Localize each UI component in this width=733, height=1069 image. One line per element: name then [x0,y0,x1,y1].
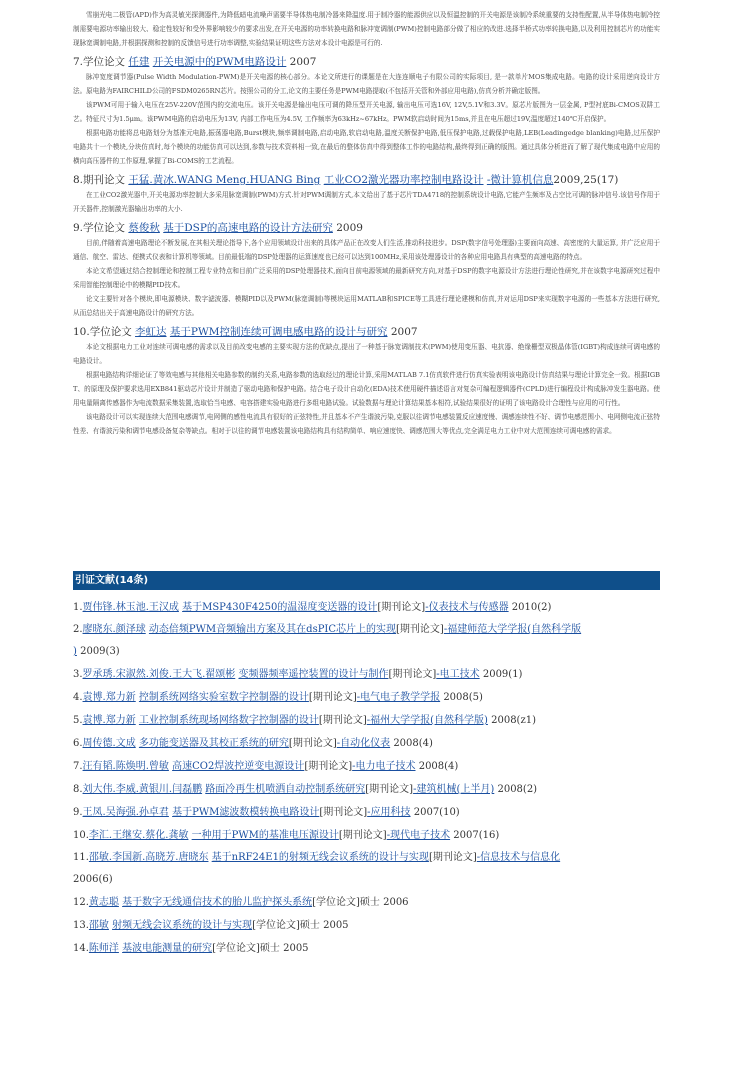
citation-journal-link[interactable]: -福建师范大学学报(自然科学版 [443,624,582,635]
citation-year: 2007(10) [413,807,460,818]
citation-item [73,596,660,619]
entry-9-title [73,221,660,235]
citation-item [73,686,660,709]
citation-authors-link[interactable]: 汪有韬.陈焕明.曾敏 [82,761,169,772]
citation-journal-link[interactable]: -信息技术与信息化 [476,852,561,863]
citation-number: 7. [73,761,83,772]
citation-number: 5. [73,715,83,726]
citation-number: 12. [73,897,89,908]
citation-authors-link[interactable]: 陈师洋 [88,943,119,954]
citation-title-link[interactable]: 基于数字无线通信技术的胎儿监护探头系统 [122,897,313,908]
entry-8-title [73,173,660,187]
citation-number: 11. [73,852,89,863]
entry-paragraph: 该电路设计可以实现连续大范围电感调节,电网侧的感性电流具有很好的正弦特性,并且基本不产生谐波污染,克服以往调节电感装置反应速度慢、调感连续性不好、调节电感范围小、电网侧电流正弦特性差、有谐波污染和调节电感设备复杂等缺点。相对于以往的调节电感装置该电路结构具有结构简单、响应速度快、调感范围大等优点,完全满足电力工业中对大范围连续可调电感的需求。 [73,413,660,435]
citation-year: 2005 [323,920,349,931]
citation-number: 14. [73,943,89,954]
citation-authors-link[interactable]: 李汇.王继安.蔡化.龚敏 [88,830,189,841]
citation-authors-link[interactable]: 罗承琇.宋淑然.刘俊.王大飞.翟颂彬 [82,669,236,680]
citation-authors-link[interactable]: 贾伟锋.林玉池.王汉成 [82,602,179,613]
citation-type: [学位论文] [212,943,260,954]
entry-number: 9. [73,222,84,234]
citation-degree: 硕士 [359,897,380,908]
citation-journal-link[interactable]: -电力电子技术 [352,761,416,772]
entry-number: 8. [73,174,84,186]
entry-title-link[interactable]: 开关电源中的PWM电路设计 [152,56,287,68]
citation-degree: 硕士 [259,943,280,954]
citation-title-link[interactable]: 多功能变送器及其校正系统的研究 [138,738,289,749]
citation-journal-link[interactable]: -仪表技术与传感器 [425,602,509,613]
citation-title-link[interactable]: 变频器频率遥控装置的设计与制作 [238,669,389,680]
citation-title-link[interactable]: 基于PWM滤波数模转换电路设计 [172,807,320,818]
citation-authors-link[interactable]: 袁博.郑力新 [82,692,136,703]
citation-number: 3. [73,669,83,680]
citation-number: 8. [73,784,83,795]
intro-paragraph: 雪崩光电二极管(APD)作为高灵敏光探测器件,为降低暗电流噪声需要半导体热电制冷器来降温度.用于制冷器的能源供应以及恒温控制的开关电源是该制冷系统重要的支持性配置,从半导体热电制冷控制需要电源功率输出较大、稳定性较好和受外界影响较少的要求出发,在开关电源的功率转换电路和脉冲宽调制(PWM)控制电路部分做了相应的改进.选择半桥式功率转换电路,以及利用控制芯片的功能实现脉宽调制电路,并根据探测和控制的反馈信号进行功率调整,实验结果证明这些方法对本设计电源是可行的. [73,11,660,47]
entry-year: 2009 [336,222,363,234]
citation-number: 2. [73,624,83,635]
citation-number: 10. [73,830,89,841]
citation-type: [期刊论文] [365,784,414,795]
entry-number: 10. [73,326,90,338]
citation-title-link[interactable]: 控制系统网络实验室数字控制器的设计 [138,692,309,703]
citation-item [73,824,660,847]
entry-paragraph: 在工业CO2激光器中,开关电源功率控制大多采用脉宽调制(PWM)方式.针对PWM调制方式,本文给出了基于芯片TDA4718的控制系统设计电路,它能产生频率及占空比可调的脉冲信号.该信号作用于开关器件,控制激光器输出功率的大小. [73,191,660,213]
citation-item [73,755,660,778]
citation-journal-link[interactable]: -福州大学学报(自然科学版) [366,715,488,726]
citation-authors-link[interactable]: 王凤.吴海强.孙卓君 [82,807,169,818]
citation-journal-link[interactable]: -建筑机械(上半月) [413,784,495,795]
entry-title-link[interactable]: 基于PWM控制连续可调电感电路的设计与研究 [169,326,388,338]
entry-author-link[interactable]: 任建 [128,56,150,68]
entry-journal-link[interactable]: -微计算机信息 [486,174,554,186]
citation-journal-link-cont[interactable]: ) [73,646,77,657]
citation-journal-link[interactable]: -现代电子技术 [386,830,451,841]
citation-item [73,847,660,891]
citation-authors-link[interactable]: 周传德.文成 [82,738,136,749]
citation-journal-link[interactable]: -电气电子教学学报 [356,692,441,703]
citation-journal-link[interactable]: -自动化仪表 [336,738,391,749]
citation-item [73,732,660,755]
entry-paragraph: 该PWM可用于输入电压在25V-220V范围内的交流电压。该开关电源是输出电压可调的降压型开关电源, 输出电压可选16V, 12V,5.1V和3.3V。原芯片版图为一层金属, P型衬底Bi-CMOS双阱工艺。特征尺寸为1.5μm。该PWM电路的启动电压为13V, 内部工作电压为4.5V, 工作频率为63kHz~67kHz。PWM软启动时间为15ms,并且在电压超过19V,温度超过140℃开启保护。 [73,101,660,123]
citation-year: 2006(6) [73,874,113,885]
citation-item [73,891,660,914]
entry-7-title [73,55,660,69]
citation-year: 2006 [383,897,409,908]
entry-number: 7. [73,56,84,68]
citation-type: [期刊论文] [304,761,353,772]
citation-type: [期刊论文] [338,830,387,841]
abstract-section [73,0,660,438]
citation-item [73,914,660,937]
citation-authors-link[interactable]: 刘大伟.李威.黄银川.闫磊鹏 [82,784,203,795]
citation-item [73,663,660,686]
entry-paragraph: 本论文根据电力工业对连续可调电感的需求以及目前改变电感的主要实现方法的优缺点,提出了一种基于脉宽调制技术(PWM)使用变压器、电抗器、绝缘栅型双极晶体管(IGBT)构成连续可调电感的电路设计。 [73,343,660,365]
citation-authors-link[interactable]: 廖晓东.颜泽球 [82,624,146,635]
citation-type: [期刊论文] [308,692,357,703]
citation-type: [期刊论文] [396,624,444,635]
entry-year: 2007 [390,326,418,338]
citation-year: 2007(16) [453,830,500,841]
entry-type: 学位论文 [83,222,126,234]
entry-paragraph: 根据电路功能将总电路划分为基准元电路,振荡器电路,Burst模块,频率调制电路,启动电路,软启动电路,温度关断保护电路,低压保护电路,过载保护电路,LEB(Leadingedge blanking)电路,过压保护电路共十一个模块,分块仿真时,每个模块的功能仿真可以达到,参数与技术资料相一致,在最后的整体仿真中得到整体工作的电路结构,最终得到正确的版图。通过具体分析进而了解了现代集成电路中应用的横向高压器件的工作原理,掌握了Bi-COMS的工艺流程。 [73,129,660,165]
entry-title-link[interactable]: 工业CO2激光器功率控制电路设计 [323,174,484,186]
entry-title-link[interactable]: 基于DSP的高速电路的设计方法研究 [163,222,333,234]
citation-item [73,619,660,663]
citation-item [73,709,660,732]
citation-year: 2008(5) [443,692,483,703]
entry-10-title [73,325,660,339]
entry-paragraph: 本论文希望通过结合控制理论和控制工程专业特点和目前广泛采用的DSP处理器技术,面向目前电源领域的最新研究方向,对基于DSP的数字电源设计方法进行理论性研究,并在该数字电源研究过程中采用智能控制理论中的模糊PID技术。 [73,267,660,289]
citation-journal-link[interactable]: -应用科技 [367,807,411,818]
citation-type: [学位论文] [252,920,300,931]
citation-title-link[interactable]: 高速CO2焊波控逆变电源设计 [172,761,305,772]
citation-number: 13. [73,920,89,931]
citations-header-label: 引证文献(14条) [75,575,149,586]
citation-authors-link[interactable]: 黄志聪 [88,897,119,908]
entry-year: 2007 [289,56,317,68]
citation-type: [期刊论文] [319,807,368,818]
entry-paragraph: 脉冲宽度调节器(Pulse Width Modulation-PWM)是开关电源的核心部分。本论文所进行的课题是在大连连顺电子有限公司的实际项目, 是一款单片MOS集成电路。电路的设计采用逆向设计方法。原电路为FAIRCHILD公司的FSDM0265RN芯片。按照公司的分工,论文的主要任务是PWM电路提取(不包括开关管和外部应用电路),仿真分析并确定版图。 [73,73,660,95]
citation-title-link[interactable]: 基波电能测量的研究 [122,943,213,954]
citation-title-link[interactable]: 基于MSP430F4250的温湿度变送器的设计 [182,602,378,613]
citation-number: 4. [73,692,83,703]
entry-type: 学位论文 [89,326,132,338]
citation-title-link[interactable]: 基于nRF24E1的射频无线会议系统的设计与实现 [211,852,429,863]
citation-type: [期刊论文] [388,669,437,680]
citation-year: 2008(2) [497,784,538,795]
entry-paragraph: 论文主要针对各个模块,即电源模块、数字滤波器、模糊PID以及PWM(脉宽调制)等模块运用MATLAB和SPICE等工具进行理论建模和仿真,并对运用DSP来实现数字电源的一些基本方法进行研究,从而总结出关于高速电路设计的研究方法。 [73,295,660,317]
citation-item [73,937,660,960]
citation-title-link[interactable]: 射频无线会议系统的设计与实现 [112,920,253,931]
citation-title-link[interactable]: 一种用于PWM的基准电压源设计 [191,830,339,841]
citation-type: [期刊论文] [377,602,426,613]
citation-type: [学位论文] [312,897,360,908]
entry-author-link[interactable]: 蔡俊秋 [128,222,160,234]
citation-number: 1. [73,602,83,613]
citation-item [73,801,660,824]
citation-type: [期刊论文] [428,852,477,863]
entry-author-link[interactable]: 王猛.黄冰.WANG Meng.HUANG Bing [128,174,321,186]
citation-title-link[interactable]: 工业控制系统现场网络数字控制器的设计 [138,715,319,726]
citation-item [73,778,660,801]
citation-year: 2010(2) [511,602,552,613]
entry-year: 2009,25(17) [553,174,619,186]
citation-year: 2008(4) [393,738,433,749]
citation-authors-link[interactable]: 袁博.郑力新 [82,715,136,726]
entry-type: 学位论文 [83,56,126,68]
citation-year: 2008(z1) [491,715,536,726]
entry-paragraph: 目前,伴随着高速电路理论不断发展,在其相关理论指导下,各个应用领域设计出来的具体产品正在改变人们生活,推动科技进步。DSP(数字信号处理器)主要面向高速、高密度的大量运算, 并广泛应用于通信、航空、雷达、便携式仪表和计算机等领域。目前最低端的DSP处理器的运算速度也已经可以达到100MHz,采用该处理器设计的各种应用电路具有典型的高速电路的特点。 [73,239,660,261]
citation-year: 2005 [283,943,309,954]
entry-author-link[interactable]: 李虹达 [135,326,167,338]
citation-number: 9. [73,807,83,818]
citation-title-link[interactable]: 动态倍频PWM音频输出方案及其在dsPIC芯片上的实现 [148,624,397,635]
citation-type: [期刊论文] [288,738,337,749]
citations-list [73,596,660,960]
citation-year: 2009(1) [482,669,523,680]
citation-year: 2008(4) [418,761,459,772]
citation-year: 2009(3) [80,646,120,657]
citation-degree: 硕士 [299,920,320,931]
citation-authors-link[interactable]: 邵敏.李国新.高晓芳.唐晓东 [88,852,209,863]
entry-paragraph: 根据电路结构详细论证了等效电感与其他相关电路参数的制约关系,电路参数的选取经过的理论计算,采用MATLAB 7.1仿真软件进行仿真实验表明该电路设计仿真结果与理论计算完全一致。根据IGBT、的原理及保护要求选用EXB841驱动芯片设计并制造了驱动电路和保护电路。结合电子设计自动化(EDA)技术使用硬件描述语言对复杂可编程逻辑器件(CPLD)进行编程设计构成脉冲发生器电路。使用电量隔离传感器作为电流数据采集装置,选取恰当电感、电容搭建实验电路进行多组电路试验。试验数据与理论计算结果基本相符,试验结果很好的证明了该电路设计合理性与应用的可行性。 [73,371,660,407]
citation-authors-link[interactable]: 邵敏 [88,920,109,931]
citation-type: [期刊论文] [318,715,367,726]
entry-type: 期刊论文 [83,174,126,186]
citation-title-link[interactable]: 路面冷再生机喷洒自动控制系统研究 [205,784,366,795]
citation-journal-link[interactable]: -电工技术 [436,669,480,680]
citation-number: 6. [73,738,83,749]
citations-header [73,571,660,590]
